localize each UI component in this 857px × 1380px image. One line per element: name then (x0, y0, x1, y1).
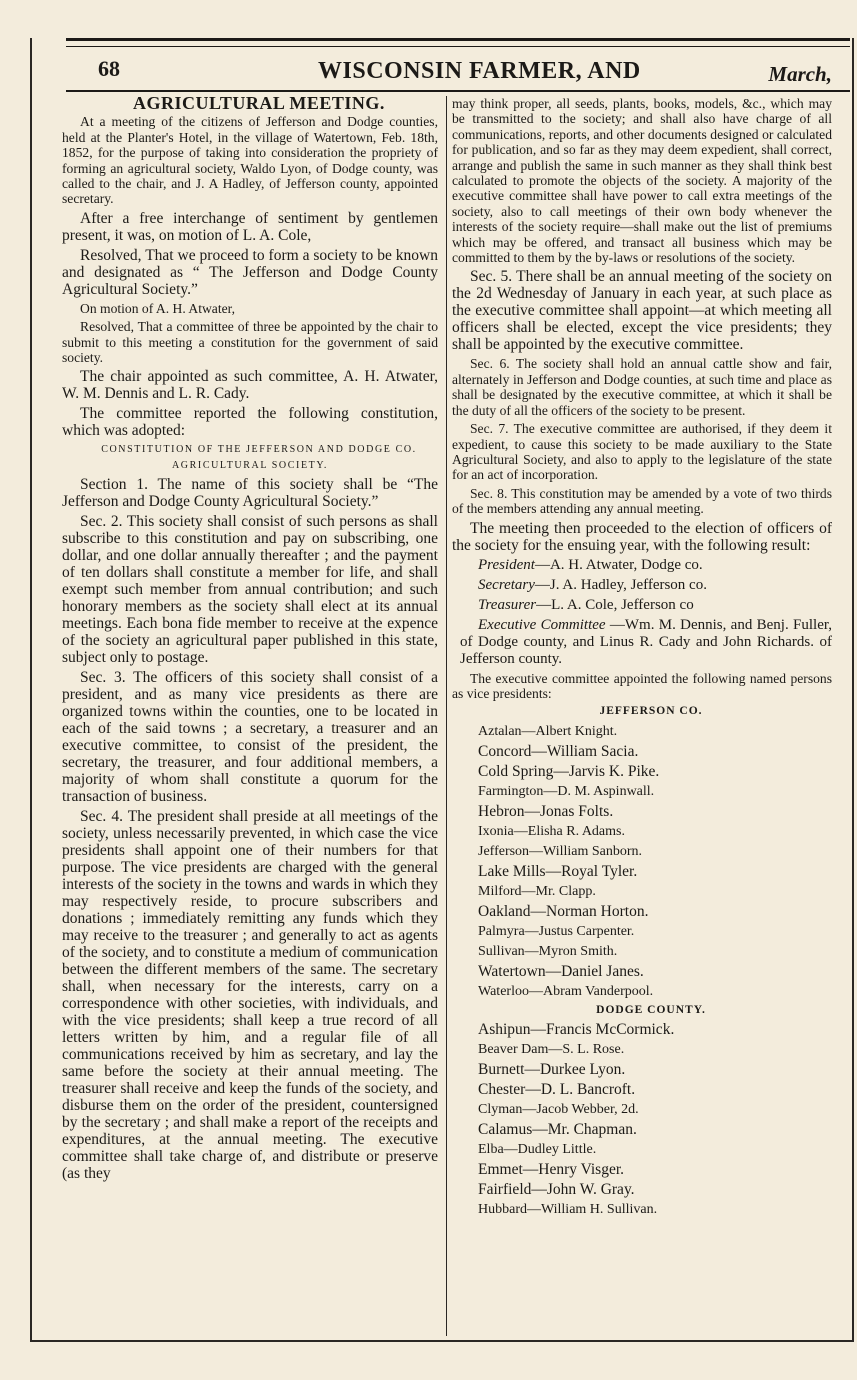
list-item: Cold Spring—Jarvis K. Pike. (478, 762, 660, 780)
dodge-county-heading: DODGE COUNTY. (596, 1003, 706, 1016)
list-item: Waterloo—Abram Vanderpool. (478, 983, 654, 999)
officers-list (452, 557, 832, 668)
vice-presidents-intro: The executive committee appointed the following named persons as vice presidents: (452, 670, 832, 701)
resolution-2: Resolved, That a committee of three be appointed by the chair to submit to this meeting a constitution for the government of said society. (62, 319, 438, 366)
constitution-section-4-continued: may think proper, all seeds, plants, books, models, &c., which may be transmitted to the society; and shall also have charge of all communications, reports, and other documents designed or calculated for publication, and so far as they may deem expedient, shall correct, arrange and publish the same in such manner as they shall think best calculated to promote the objects of the society. A majority of the executive committee shall have power to call extra meetings of the society, also to call meetings of their own body whenever the interests of the society require—shall make out the list of premiums which may be offered, and transact all business which may be committed to them by the by-laws or resolutions of the society. (452, 96, 832, 266)
left-column (62, 96, 438, 1336)
list-item: Hubbard—William H. Sullivan. (478, 1202, 658, 1218)
list-item: Clyman—Jacob Webber, 2d. (478, 1102, 639, 1118)
election-paragraph: The meeting then proceeded to the election of officers of the society for the ensuing year, with the following result: (452, 519, 832, 554)
column-divider (446, 96, 447, 1336)
committee-appointed: The chair appointed as such committee, A. H. Atwater, W. M. Dennis and L. R. Cady. (62, 368, 438, 403)
running-header (66, 52, 832, 92)
header-rule (66, 90, 850, 92)
list-item: Ixonia—Elisha R. Adams. (478, 823, 625, 839)
list-item: Milford—Mr. Clapp. (478, 883, 596, 899)
officer-treasurer: Treasurer—L. A. Cole, Jefferson co (478, 596, 694, 613)
constitution-section-6: Sec. 6. The society shall hold an annual cattle show and fair, alternately in Jefferson and Dodge counties, at such time and place as shall be designated by the executive committee, at which it shall be the duty of all the officers of the society to be present. (452, 356, 832, 418)
jefferson-county-heading: JEFFERSON CO. (599, 705, 703, 718)
dodge-vice-presidents (452, 1021, 832, 1218)
jefferson-vice-presidents (452, 723, 832, 1000)
constitution-section-1: Section 1. The name of this society shall be “The Jefferson and Dodge County Agricultural Society.” (62, 476, 438, 511)
list-item: Chester—D. L. Bancroft. (478, 1081, 636, 1099)
list-item: Elba—Dudley Little. (478, 1142, 597, 1158)
list-item: Jefferson—William Sanborn. (478, 843, 643, 859)
constitution-section-3: Sec. 3. The officers of this society shall consist of a president, and as many vice presidents as there are organized towns within the counties, one to be located in each of the said towns ; a secretary, a treasurer and an executive committee, to consist of the president, the secretary, the treasurer, and four additional members, a majority of whom shall constitute a quorum for the transaction of business. (62, 669, 438, 806)
list-item: Sullivan—Myron Smith. (478, 943, 618, 959)
list-item: Watertown—Daniel Janes. (478, 962, 644, 980)
committee-report: The committee reported the following constitution, which was adopted: (62, 405, 438, 440)
intro-paragraph: At a meeting of the citizens of Jefferson and Dodge counties, held at the Planter's Hotel, in the village of Watertown, Feb. 18th, 1852, for the purpose of taking into consideration the propriety of forming an agricultural society, Waldo Lyon, of Dodge county, was called to the chair, and J. A Hadley, of Jefferson county, appointed secretary. (62, 114, 438, 207)
list-item: Palmyra—Justus Carpenter. (478, 923, 635, 939)
constitution-section-7: Sec. 7. The executive committee are authorised, if they deem it expedient, to cause this society to be made auxiliary to the State Agricultural Society, and also to apply to the legislature of the state for an act of incorporation. (452, 421, 832, 483)
list-item: Lake Mills—Royal Tyler. (478, 862, 638, 880)
list-item: Burnett—Durkee Lyon. (478, 1061, 626, 1079)
list-item: Aztalan—Albert Knight. (478, 723, 618, 739)
list-item: Fairfield—John W. Gray. (478, 1181, 635, 1199)
constitution-heading: CONSTITUTION OF THE JEFFERSON AND DODGE CO. AGRICULTURAL SOCIETY. (101, 444, 417, 471)
list-item: Calamus—Mr. Chapman. (478, 1121, 637, 1139)
page-number: 68 (98, 56, 120, 81)
journal-title: WISCONSIN FARMER, AND (318, 58, 641, 84)
motion-atwater: On motion of A. H. Atwater, (80, 300, 236, 316)
list-item: Concord—William Sacia. (478, 742, 639, 760)
list-item: Ashipun—Francis McCormick. (478, 1021, 675, 1039)
top-rule-thin (66, 46, 850, 47)
issue-month: March, (768, 62, 832, 86)
paragraph-interchange: After a free interchange of sentiment by gentlemen present, it was, on motion of L. A. Cole, (62, 209, 438, 244)
top-rule (66, 38, 850, 41)
officer-secretary: Secretary—J. A. Hadley, Jefferson co. (478, 576, 707, 593)
list-item: Hebron—Jonas Folts. (478, 802, 614, 820)
constitution-section-8: Sec. 8. This constitution may be amended by a vote of two thirds of the members attending any annual meeting. (452, 485, 832, 517)
constitution-section-2: Sec. 2. This society shall consist of such persons as shall subscribe to this constitution and pay on subscribing, one dollar, and one dollar annually thereafter ; and the payment of ten dollars shall constitute a member for life, and shall exempt such member from annual contribution; and such honorary members as the society shall elect at its annual meetings. Each bona fide member to receive at the expence of the society an agricultural paper published in this state, subject only to postage. (62, 513, 438, 667)
list-item: Farmington—D. M. Aspinwall. (478, 783, 655, 799)
right-column (452, 96, 832, 1336)
list-item: Beaver Dam—S. L. Rose. (478, 1042, 625, 1058)
resolution-1: Resolved, That we proceed to form a society to be known and designated as “ The Jefferson and Dodge County Agricultural Society.” (62, 246, 438, 298)
list-item: Emmet—Henry Visger. (478, 1161, 625, 1179)
article-title: AGRICULTURAL MEETING. (133, 96, 385, 113)
constitution-section-4: Sec. 4. The president shall preside at all meetings of the society, unless necessarily prevented, in which case the vice presidents shall appoint one of their numbers for that purpose. The vice presidents are charged with the general interests of the society in the towns and wards in which they may respectively reside, to procure subscribers and donations ; immediately remitting any funds which they may receive to the treasurer ; and generally to act as agents of the society, and to constitute a medium of communication between the different members of the same. The secretary shall, when necessary for the interests, carry on a correspondence with other societies, with individuals, and with the vice presidents; shall keep a true record of all letters written by him, and a regular file of all communications received by him as secretary, and lay the same before the society at their annual meeting. The treasurer shall receive and keep the funds of the society, and disburse them on the order of the president, countersigned by the secretary ; and shall make a report of the receipts and expenditures, at the annual meeting. The executive committee shall take charge of, and distribute or preserve (as they (62, 808, 438, 1183)
officer-president: President—A. H. Atwater, Dodge co. (478, 556, 703, 573)
list-item: Oakland—Norman Horton. (478, 902, 649, 920)
officer-executive-committee: Executive Committee —Wm. M. Dennis, and Benj. Fuller, of Dodge county, and Linus R. Cady and John Richards. of Jefferson county. (460, 616, 832, 667)
constitution-section-5: Sec. 5. There shall be an annual meeting of the society on the 2d Wednesday of January in each year, at such place as the executive committee shall appoint—at which meeting all officers shall be elected, except the vice presidents; they shall be appointed by the executive committee. (452, 268, 832, 354)
